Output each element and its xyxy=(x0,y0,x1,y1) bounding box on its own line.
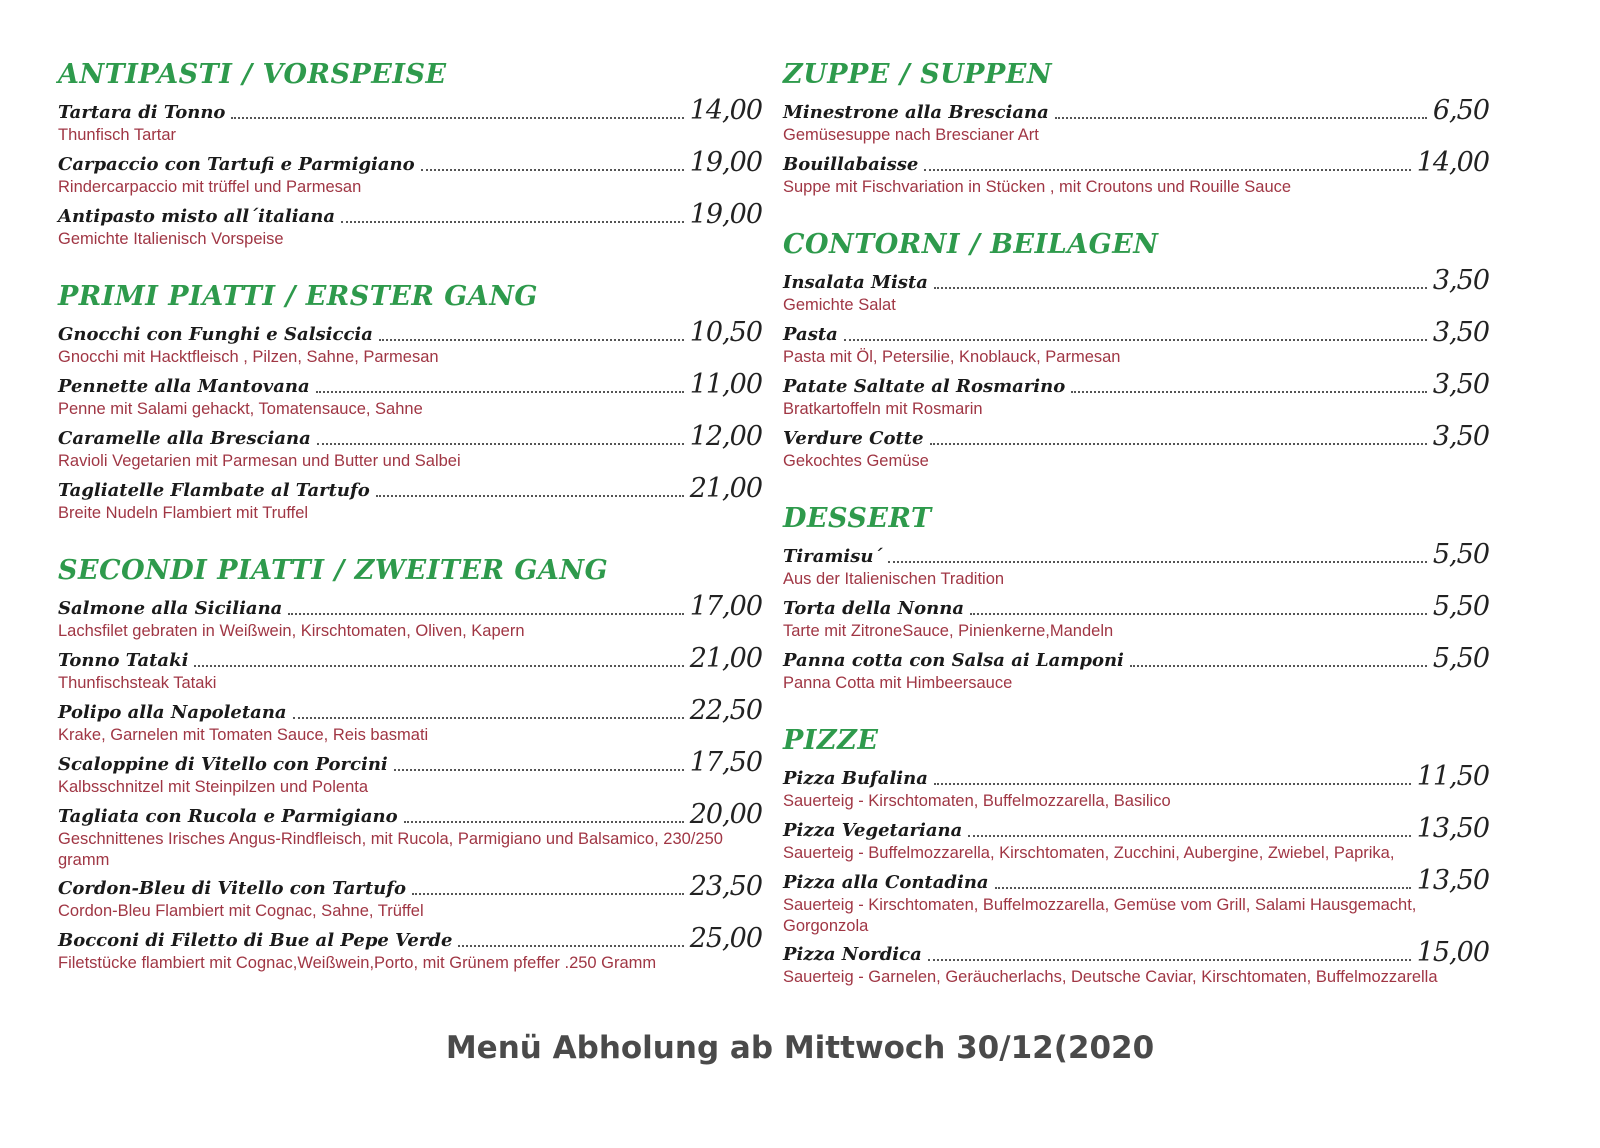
item-price: 3,50 xyxy=(1432,369,1489,400)
item-price: 17,00 xyxy=(689,591,762,622)
section-title-pizze: PIZZE xyxy=(783,725,879,756)
menu-item xyxy=(58,643,776,698)
item-name: Bocconi di Filetto di Bue al Pepe Verde xyxy=(58,930,453,951)
item-price: 3,50 xyxy=(1432,317,1489,348)
item-price: 5,50 xyxy=(1432,643,1489,674)
leader-dots xyxy=(924,168,1410,171)
item-price: 11,50 xyxy=(1416,761,1489,792)
menu-item xyxy=(58,317,776,372)
footer-notice: Menü Abholung ab Mittwoch 30/12(2020 xyxy=(445,1030,1155,1066)
item-description: Rindercarpaccio mit trüffel und Parmesan xyxy=(58,178,362,196)
menu-item xyxy=(783,813,1503,868)
item-name: Minestrone alla Bresciana xyxy=(783,102,1049,123)
menu-item xyxy=(783,643,1503,698)
item-price: 13,50 xyxy=(1416,865,1489,896)
leader-dots xyxy=(1071,390,1427,393)
menu-item xyxy=(58,369,776,424)
item-description: Panna Cotta mit Himbeersauce xyxy=(783,674,1013,692)
section-title-antipasti: ANTIPASTI / VORSPEISE xyxy=(58,59,447,90)
item-description: Bratkartoffeln mit Rosmarin xyxy=(783,400,983,418)
item-price: 3,50 xyxy=(1432,421,1489,452)
menu-item xyxy=(58,923,776,978)
leader-dots xyxy=(888,560,1426,563)
item-name: Caramelle alla Bresciana xyxy=(58,428,311,449)
item-description: Thunfischsteak Tataki xyxy=(58,674,217,692)
leader-dots xyxy=(934,782,1411,785)
item-description: Kalbsschnitzel mit Steinpilzen und Polenta xyxy=(58,778,369,796)
section-title-primi: PRIMI PIATTI / ERSTER GANG xyxy=(58,281,538,312)
item-description: Penne mit Salami gehackt, Tomatensauce, Sahne xyxy=(58,400,423,418)
leader-dots xyxy=(404,820,684,823)
menu-item xyxy=(783,265,1503,320)
item-name: Bouillabaisse xyxy=(783,154,919,175)
leader-dots xyxy=(1130,664,1427,667)
leader-dots xyxy=(995,886,1411,889)
item-name: Polipo alla Napoletana xyxy=(58,702,287,723)
item-description: Cordon-Bleu Flambiert mit Cognac, Sahne, Trüffel xyxy=(58,902,424,920)
leader-dots xyxy=(970,612,1427,615)
item-name: Pizza Bufalina xyxy=(783,768,928,789)
item-name: Pennette alla Mantovana xyxy=(58,376,310,397)
menu-item xyxy=(58,799,776,874)
leader-dots xyxy=(341,220,684,223)
leader-dots xyxy=(968,834,1410,837)
item-name: Tagliata con Rucola e Parmigiano xyxy=(58,806,398,827)
item-price: 12,00 xyxy=(689,421,762,452)
leader-dots xyxy=(288,612,683,615)
item-description: Gnocchi mit Hacktfleisch , Pilzen, Sahne, Parmesan xyxy=(58,348,439,366)
item-price: 17,50 xyxy=(689,747,762,778)
leader-dots xyxy=(394,768,684,771)
leader-dots xyxy=(316,390,684,393)
leader-dots xyxy=(1055,116,1427,119)
item-description: Gemichte Salat xyxy=(783,296,896,314)
item-name: Pasta xyxy=(783,324,838,345)
leader-dots xyxy=(421,168,684,171)
item-name: Carpaccio con Tartufi e Parmigiano xyxy=(58,154,415,175)
item-price: 11,00 xyxy=(689,369,762,400)
item-description: Gemichte Italienisch Vorspeise xyxy=(58,230,284,248)
item-name: Torta della Nonna xyxy=(783,598,965,619)
item-price: 20,00 xyxy=(689,799,762,830)
item-description: Ravioli Vegetarien mit Parmesan und Butter und Salbei xyxy=(58,452,461,470)
section-title-dessert: DESSERT xyxy=(783,503,932,534)
item-price: 14,00 xyxy=(1416,147,1489,178)
leader-dots xyxy=(317,442,684,445)
item-description: Suppe mit Fischvariation in Stücken , mit Croutons und Rouille Sauce xyxy=(783,178,1292,196)
menu-item xyxy=(58,747,776,802)
item-name: Tiramisu´ xyxy=(783,546,883,567)
item-description: Sauerteig - Kirschtomaten, Buffelmozzarella, Gemüse vom Grill, Salami Hausgemacht, Gorgonzola xyxy=(783,896,1417,935)
leader-dots xyxy=(231,116,683,119)
item-price: 14,00 xyxy=(689,95,762,126)
item-description: Sauerteig - Kirschtomaten, Buffelmozzarella, Basilico xyxy=(783,792,1171,810)
item-description: Pasta mit Öl, Petersilie, Knoblauck, Parmesan xyxy=(783,348,1121,366)
leader-dots xyxy=(412,892,684,895)
leader-dots xyxy=(934,286,1427,289)
item-name: Gnocchi con Funghi e Salsiccia xyxy=(58,324,373,345)
item-price: 21,00 xyxy=(689,643,762,674)
menu-item xyxy=(58,695,776,750)
menu-item xyxy=(58,591,776,646)
leader-dots xyxy=(844,338,1427,341)
item-price: 22,50 xyxy=(689,695,762,726)
item-description: Filetstücke flambiert mit Cognac,Weißwein,Porto, mit Grünem pfeffer .250 Gramm xyxy=(58,954,657,972)
leader-dots xyxy=(928,958,1411,961)
section-title-zuppe: ZUPPE / SUPPEN xyxy=(783,59,1053,90)
item-name: Antipasto misto all´italiana xyxy=(58,206,336,227)
menu-item xyxy=(58,95,776,150)
item-description: Sauerteig - Garnelen, Geräucherlachs, Deutsche Caviar, Kirschtomaten, Buffelmozzarella xyxy=(783,968,1438,986)
item-price: 5,50 xyxy=(1432,591,1489,622)
item-price: 19,00 xyxy=(689,199,762,230)
item-name: Pizza Nordica xyxy=(783,944,922,965)
item-price: 21,00 xyxy=(689,473,762,504)
menu-item xyxy=(783,147,1503,202)
leader-dots xyxy=(376,494,684,497)
item-price: 10,50 xyxy=(689,317,762,348)
item-price: 13,50 xyxy=(1416,813,1489,844)
menu-item xyxy=(58,421,776,476)
menu-item xyxy=(58,147,776,202)
item-name: Salmone alla Siciliana xyxy=(58,598,283,619)
leader-dots xyxy=(379,338,684,341)
item-description: Sauerteig - Buffelmozzarella, Kirschtomaten, Zucchini, Aubergine, Zwiebel, Paprika, xyxy=(783,844,1395,862)
item-description: Krake, Garnelen mit Tomaten Sauce, Reis basmati xyxy=(58,726,429,744)
menu-item xyxy=(783,761,1503,816)
item-name: Tartara di Tonno xyxy=(58,102,226,123)
menu-item xyxy=(783,865,1503,940)
item-name: Scaloppine di Vitello con Porcini xyxy=(58,754,388,775)
left-column xyxy=(58,52,776,978)
item-name: Pizza Vegetariana xyxy=(783,820,963,841)
item-price: 5,50 xyxy=(1432,539,1489,570)
item-description: Lachsfilet gebraten in Weißwein, Kirschtomaten, Oliven, Kapern xyxy=(58,622,525,640)
item-description: Gekochtes Gemüse xyxy=(783,452,929,470)
item-price: 15,00 xyxy=(1416,937,1489,968)
item-name: Pizza alla Contadina xyxy=(783,872,989,893)
leader-dots xyxy=(930,442,1427,445)
item-price: 19,00 xyxy=(689,147,762,178)
menu-item xyxy=(783,317,1503,372)
item-description: Breite Nudeln Flambiert mit Truffel xyxy=(58,504,309,522)
leader-dots xyxy=(458,944,683,947)
menu-item xyxy=(783,937,1503,1012)
menu-item xyxy=(783,421,1503,476)
item-description: Gemüsesuppe nach Brescianer Art xyxy=(783,126,1039,144)
leader-dots xyxy=(194,664,683,667)
item-name: Panna cotta con Salsa ai Lamponi xyxy=(783,650,1124,671)
item-price: 25,00 xyxy=(689,923,762,954)
item-description: Thunfisch Tartar xyxy=(58,126,176,144)
section-title-contorni: CONTORNI / BEILAGEN xyxy=(783,229,1159,260)
section-title-secondi: SECONDI PIATTI / ZWEITER GANG xyxy=(58,555,609,586)
item-price: 6,50 xyxy=(1432,95,1489,126)
item-description: Aus der Italienischen Tradition xyxy=(783,570,1005,588)
menu-item xyxy=(58,199,776,254)
menu-item xyxy=(58,473,776,528)
item-name: Tagliatelle Flambate al Tartufo xyxy=(58,480,370,501)
item-name: Patate Saltate al Rosmarino xyxy=(783,376,1066,397)
menu-item xyxy=(783,95,1503,150)
menu-item xyxy=(783,539,1503,594)
item-name: Insalata Mista xyxy=(783,272,928,293)
item-price: 3,50 xyxy=(1432,265,1489,296)
menu-item xyxy=(783,369,1503,424)
item-name: Cordon-Bleu di Vitello con Tartufo xyxy=(58,878,407,899)
item-name: Verdure Cotte xyxy=(783,428,924,449)
leader-dots xyxy=(293,716,684,719)
right-column xyxy=(783,52,1503,1012)
item-description: Tarte mit ZitroneSauce, Pinienkerne,Mandeln xyxy=(783,622,1114,640)
menu-item xyxy=(58,871,776,926)
item-name: Tonno Tataki xyxy=(58,650,189,671)
item-description: Geschnittenes Irisches Angus-Rindfleisch, mit Rucola, Parmigiano und Balsamico, 230/250 gramm xyxy=(58,830,723,869)
item-price: 23,50 xyxy=(689,871,762,902)
menu-item xyxy=(783,591,1503,646)
